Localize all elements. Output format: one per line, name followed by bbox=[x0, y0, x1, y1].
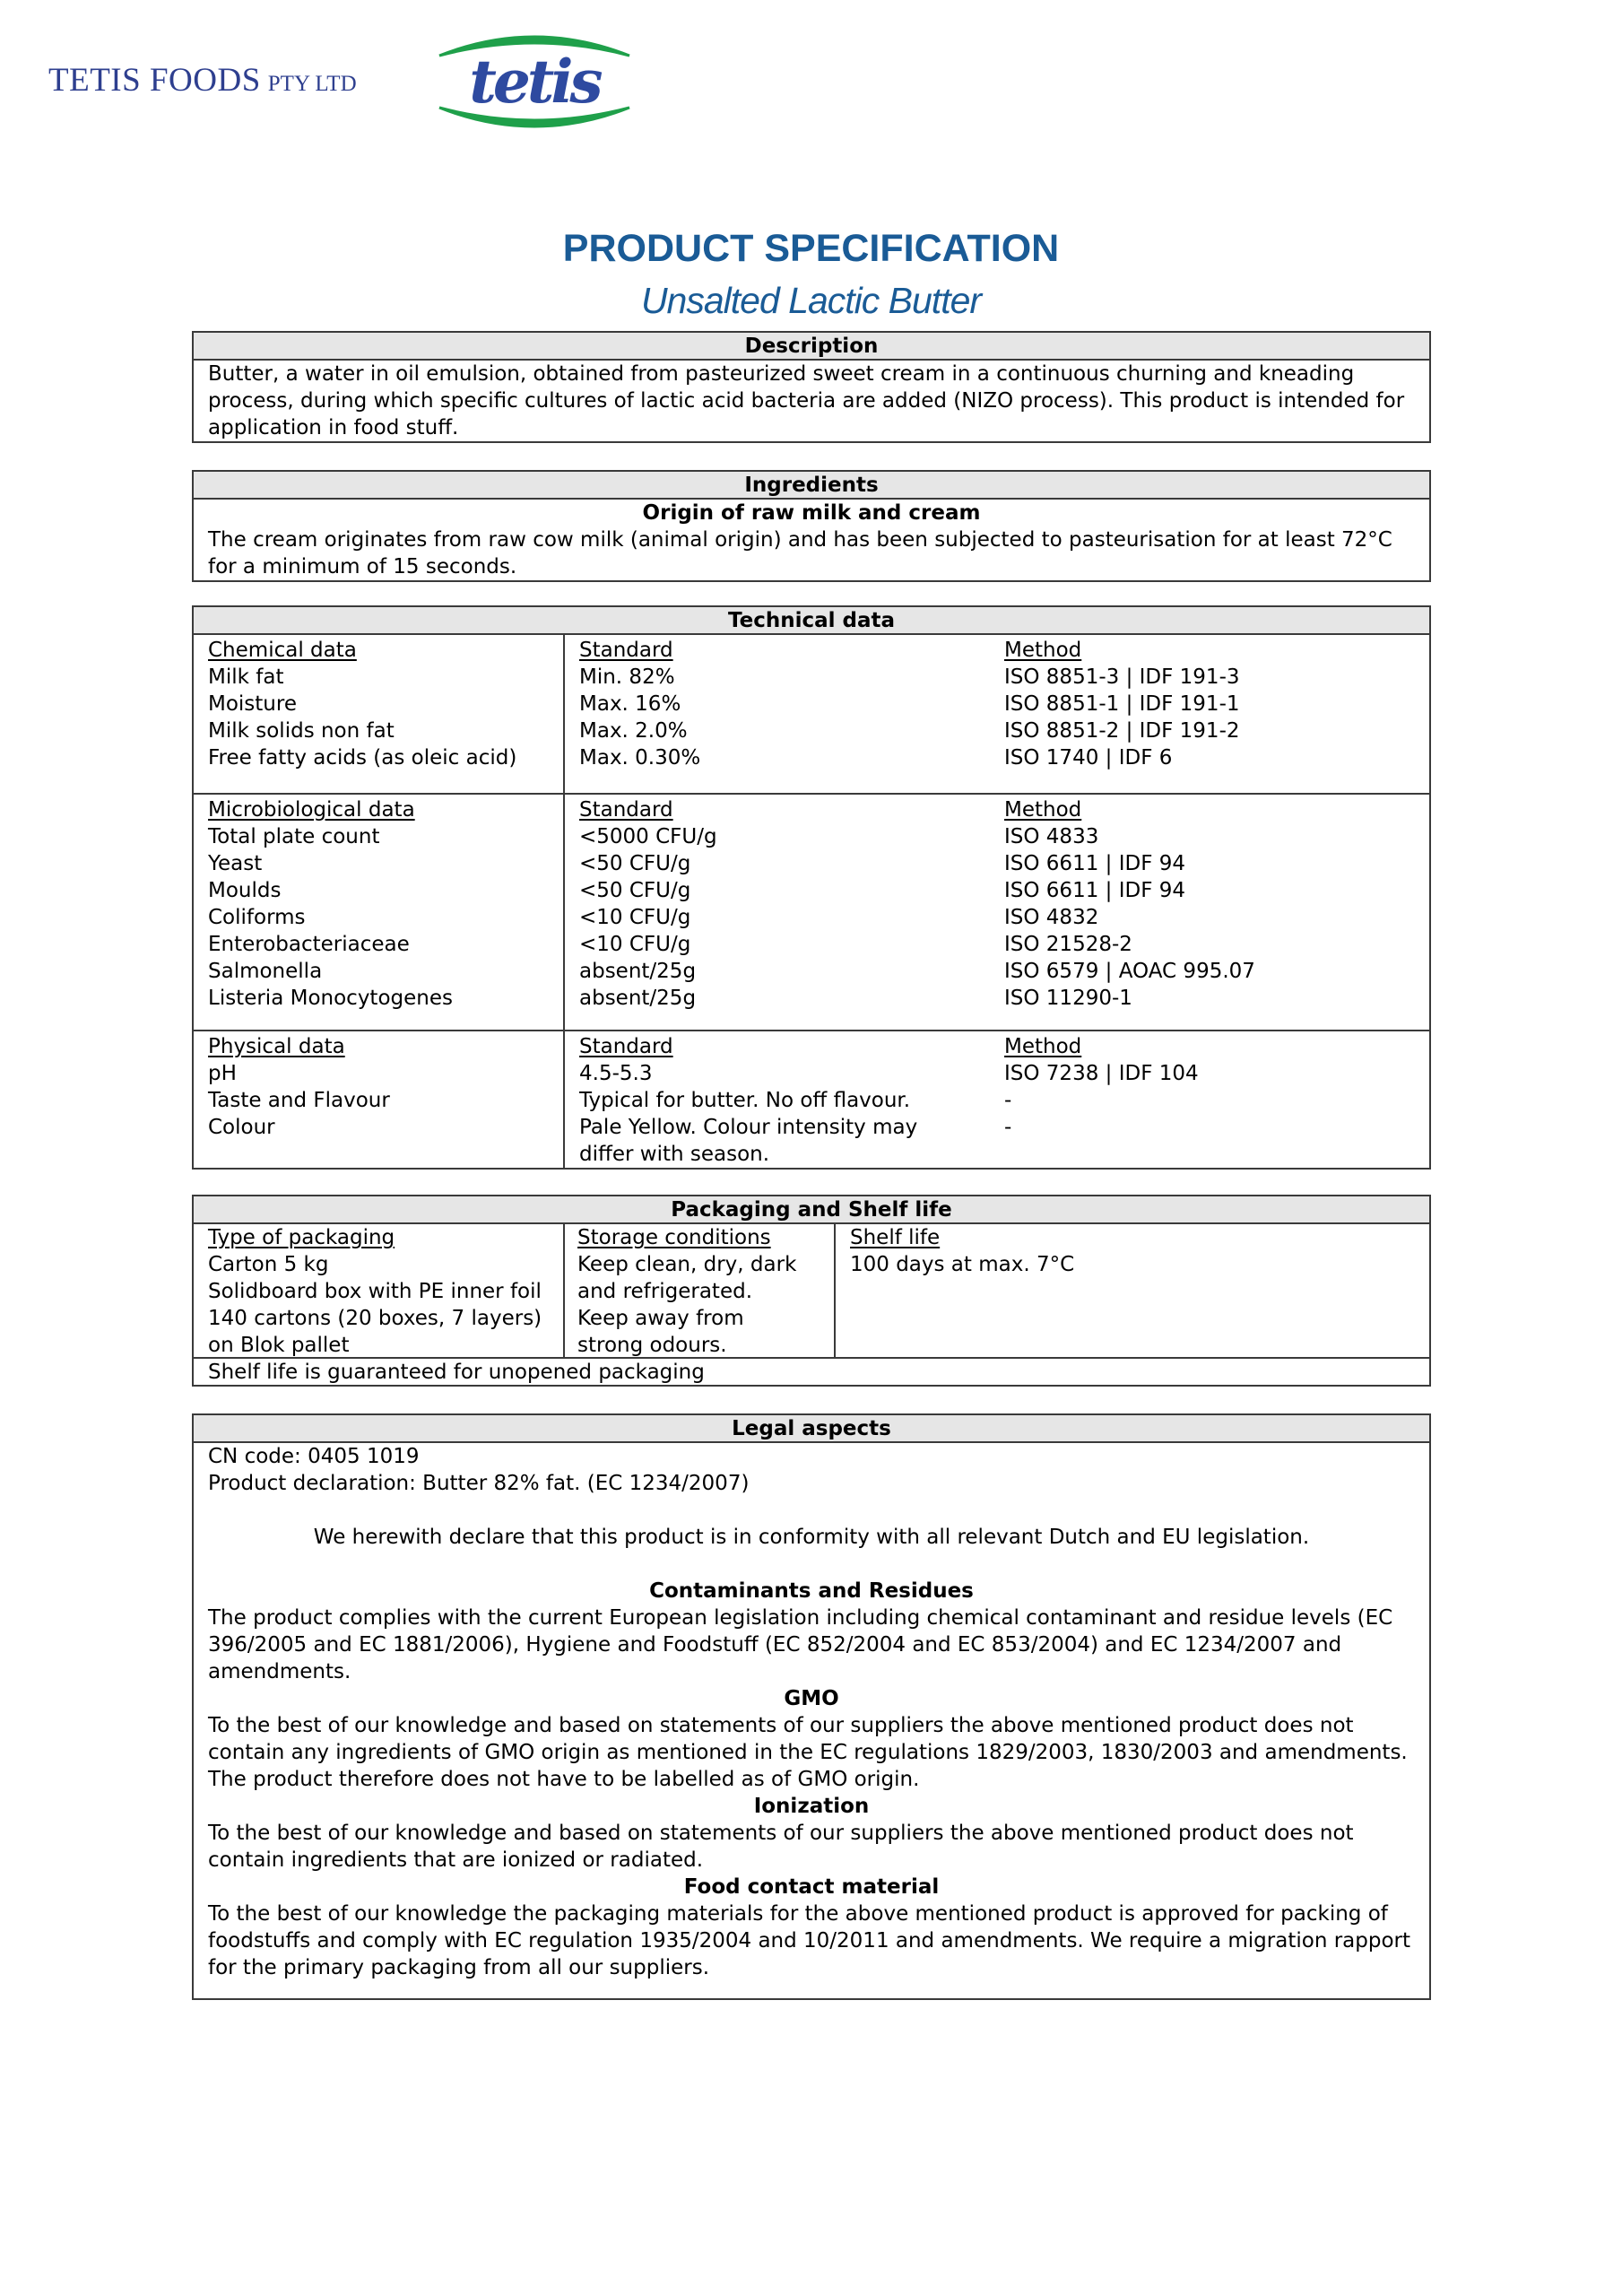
param-name: Taste and Flavour bbox=[208, 1089, 390, 1112]
ionization-heading: Ionization bbox=[753, 1795, 870, 1818]
param-name: Colour bbox=[208, 1116, 275, 1139]
param-standard: absent/25g bbox=[579, 960, 697, 983]
param-name: Milk solids non fat bbox=[208, 719, 395, 743]
product-declaration: Product declaration: Butter 82% fat. (EC 1234/2007) bbox=[208, 1472, 750, 1495]
tetis-logo-icon bbox=[429, 25, 640, 136]
param-standard: <50 CFU/g bbox=[579, 879, 691, 902]
param-name: Milk fat bbox=[208, 665, 284, 689]
standard-label: Standard bbox=[579, 798, 673, 822]
param-name: Coliforms bbox=[208, 906, 306, 929]
microbiological-data-block bbox=[194, 795, 1429, 1031]
param-name: Free fatty acids (as oleic acid) bbox=[208, 746, 517, 770]
param-standard: absent/25g bbox=[579, 987, 697, 1010]
param-method: ISO 6579 | AOAC 995.07 bbox=[1004, 960, 1255, 983]
technical-data-section bbox=[192, 605, 1431, 1170]
ingredients-heading: Ingredients bbox=[194, 472, 1429, 500]
param-method: ISO 7238 | IDF 104 bbox=[1004, 1062, 1199, 1085]
company-name-main: TETIS FOODS bbox=[48, 62, 261, 99]
storage-conditions-label: Storage conditions bbox=[577, 1226, 771, 1249]
param-name: Yeast bbox=[208, 852, 263, 875]
packaging-type-item: Solidboard box with PE inner foil bbox=[208, 1280, 542, 1303]
method-label: Method bbox=[1004, 1035, 1082, 1058]
param-standard: Max. 2.0% bbox=[579, 719, 688, 743]
param-standard: Typical for butter. No off flavour. bbox=[579, 1089, 911, 1112]
packaging-columns bbox=[194, 1224, 1429, 1359]
chemical-data-label: Chemical data bbox=[208, 639, 357, 662]
legal-section bbox=[192, 1413, 1431, 2000]
contaminants-text: The product complies with the current European legislation including chemical contaminant and residue levels (EC 396/2005 and EC 1881/2006), Hygiene and Foodstuff (EC 852/2004 and EC 853/2004) and EC 1234/2007 and amendments. bbox=[208, 1606, 1393, 1683]
param-method: ISO 4832 bbox=[1004, 906, 1099, 929]
standard-label: Standard bbox=[579, 1035, 673, 1058]
param-method: - bbox=[1004, 1116, 1012, 1139]
param-standard: 4.5-5.3 bbox=[579, 1062, 653, 1085]
param-standard: <5000 CFU/g bbox=[579, 825, 717, 848]
technical-data-heading: Technical data bbox=[194, 607, 1429, 635]
param-method: - bbox=[1004, 1089, 1012, 1112]
param-name: Salmonella bbox=[208, 960, 323, 983]
physical-data-block bbox=[194, 1031, 1429, 1168]
description-text: Butter, a water in oil emulsion, obtained from pasteurized sweet cream in a continuous churning and kneading process, during which specific cultures of lactic acid bacteria are added (NIZO process). This product is intended for application in food stuff. bbox=[208, 362, 1405, 439]
microbiological-data-label: Microbiological data bbox=[208, 798, 415, 822]
param-standard: <50 CFU/g bbox=[579, 852, 691, 875]
description-section bbox=[192, 331, 1431, 443]
company-name bbox=[48, 61, 357, 100]
param-method: ISO 1740 | IDF 6 bbox=[1004, 746, 1173, 770]
packaging-type-item: 140 cartons (20 boxes, 7 layers) on Blok pallet bbox=[208, 1307, 542, 1357]
param-method: ISO 8851-3 | IDF 191-3 bbox=[1004, 665, 1240, 689]
packaging-type-item: Carton 5 kg bbox=[208, 1253, 329, 1276]
shelf-life-value: 100 days at max. 7°C bbox=[850, 1253, 1075, 1276]
param-name: Enterobacteriaceae bbox=[208, 933, 410, 956]
description-heading: Description bbox=[194, 333, 1429, 361]
param-name: pH bbox=[208, 1062, 237, 1085]
param-method: ISO 11290-1 bbox=[1004, 987, 1132, 1010]
param-method: ISO 6611 | IDF 94 bbox=[1004, 879, 1186, 902]
chemical-data-block bbox=[194, 635, 1429, 795]
shelf-life-note: Shelf life is guaranteed for unopened packaging bbox=[208, 1361, 705, 1384]
cn-code: CN code: 0405 1019 bbox=[208, 1445, 420, 1468]
gmo-text: To the best of our knowledge and based on statements of our suppliers the above mentioned product does not contain any ingredients of GMO origin as mentioned in the EC regulations 1829/2003, 1830/2003 and amendments. The product therefore does not have to be labelled as of GMO origin. bbox=[208, 1714, 1408, 1791]
param-standard: Pale Yellow. Colour intensity may differ with season. bbox=[579, 1116, 918, 1166]
logo-text: tetis bbox=[469, 47, 600, 117]
storage-condition-item: Keep away from strong odours. bbox=[577, 1307, 744, 1357]
ingredients-subheading: Origin of raw milk and cream bbox=[642, 501, 981, 525]
param-name: Moisture bbox=[208, 692, 297, 716]
param-standard: Max. 16% bbox=[579, 692, 681, 716]
param-standard: Max. 0.30% bbox=[579, 746, 701, 770]
packaging-type-label: Type of packaging bbox=[208, 1226, 395, 1249]
packaging-heading: Packaging and Shelf life bbox=[194, 1196, 1429, 1224]
legal-heading: Legal aspects bbox=[194, 1415, 1429, 1443]
ionization-text: To the best of our knowledge and based on statements of our suppliers the above mentioned product does not contain ingredients that are ionized or radiated. bbox=[208, 1822, 1354, 1872]
packaging-section bbox=[192, 1195, 1431, 1387]
standard-label: Standard bbox=[579, 639, 673, 662]
company-name-suffix: PTY LTD bbox=[267, 72, 357, 96]
param-method: ISO 21528-2 bbox=[1004, 933, 1132, 956]
method-label: Method bbox=[1004, 798, 1082, 822]
param-name: Moulds bbox=[208, 879, 282, 902]
contaminants-heading: Contaminants and Residues bbox=[649, 1579, 974, 1603]
method-label: Method bbox=[1004, 639, 1082, 662]
param-method: ISO 8851-1 | IDF 191-1 bbox=[1004, 692, 1240, 716]
param-method: ISO 4833 bbox=[1004, 825, 1099, 848]
param-standard: <10 CFU/g bbox=[579, 933, 691, 956]
page-title: PRODUCT SPECIFICATION bbox=[562, 227, 1060, 270]
food-contact-heading: Food contact material bbox=[683, 1875, 940, 1899]
param-standard: <10 CFU/g bbox=[579, 906, 691, 929]
param-name: Listeria Monocytogenes bbox=[208, 987, 453, 1010]
param-method: ISO 6611 | IDF 94 bbox=[1004, 852, 1186, 875]
conformity-statement: We herewith declare that this product is in conformity with all relevant Dutch and EU legislation. bbox=[313, 1526, 1310, 1549]
storage-condition-item: Keep clean, dry, dark and refrigerated. bbox=[577, 1253, 797, 1303]
param-method: ISO 8851-2 | IDF 191-2 bbox=[1004, 719, 1240, 743]
ingredients-text: The cream originates from raw cow milk (animal origin) and has been subjected to pasteurisation for at least 72°C for a minimum of 15 seconds. bbox=[208, 528, 1392, 578]
product-name: Unsalted Lactic Butter bbox=[640, 280, 982, 321]
food-contact-text: To the best of our knowledge the packaging materials for the above mentioned product is approved for packing of foodstuffs and comply with EC regulation 1935/2004 and 10/2011 and amendments. We require a migration rapport for the primary packaging from all our suppliers. bbox=[208, 1902, 1410, 1979]
param-standard: Min. 82% bbox=[579, 665, 675, 689]
gmo-heading: GMO bbox=[784, 1687, 839, 1710]
physical-data-label: Physical data bbox=[208, 1035, 345, 1058]
ingredients-section bbox=[192, 470, 1431, 582]
shelf-life-label: Shelf life bbox=[850, 1226, 941, 1249]
param-name: Total plate count bbox=[208, 825, 380, 848]
